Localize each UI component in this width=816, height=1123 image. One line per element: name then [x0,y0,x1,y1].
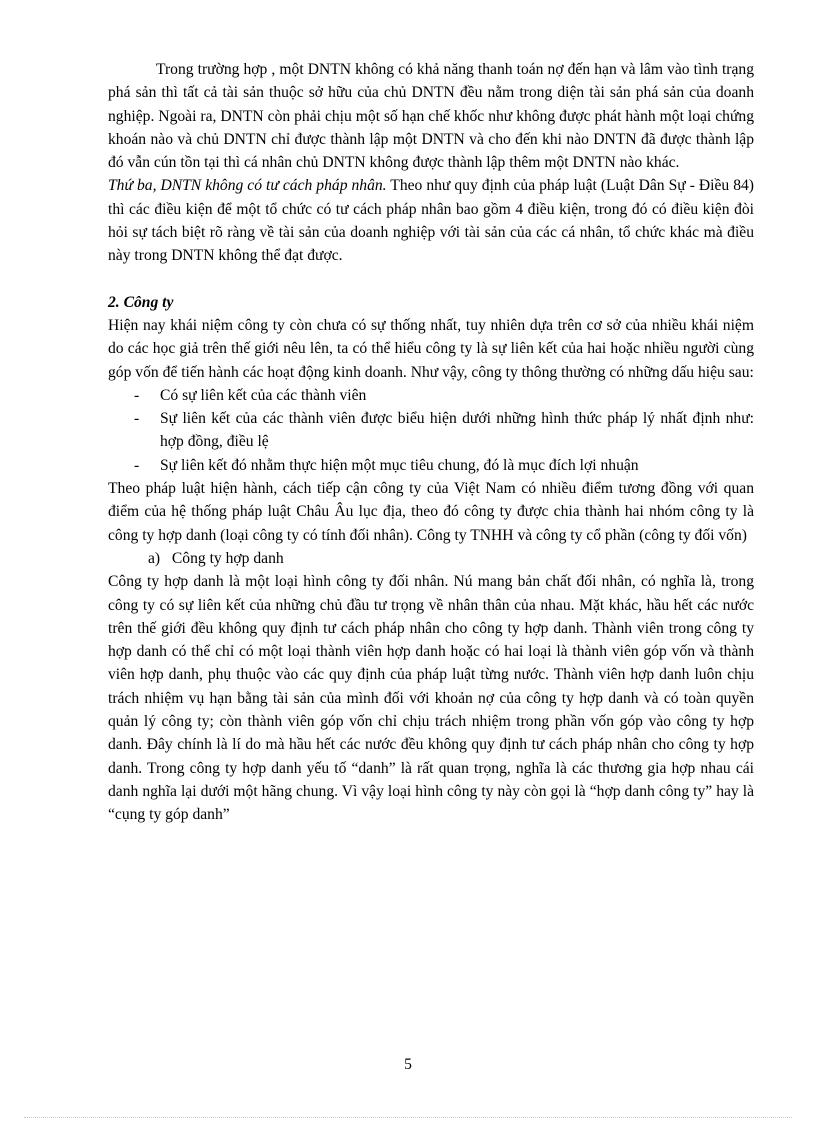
page-divider [24,1117,792,1118]
list-item [108,454,754,477]
list-item [108,384,754,407]
paragraph-body: Theo như quy định của pháp luật (Luật Dân Sự - Điều 84) thì các điều kiện để một tổ chức có tư cách pháp nhân bao gồm 4 điều kiện, trong đó có điều kiện đòi hỏi sự tách biệt rõ ràng về tài sản của doanh nghiệp với tài sản của các cá nhân, tổ chức khác mà điều này trong DNTN không thể đạt được. [108,177,754,265]
paragraph-partnership: Công ty hợp danh là một loại hình công ty đối nhân. Nú mang bản chất đối nhân, có nghĩa là, trong công ty có sự liên kết của những chủ đầu tư trọng về nhân thân của nhau. Mặt khác, hầu hết các nước trên thế giới đều không quy định tư cách pháp nhân cho công ty hợp danh. Thành viên trong công ty hợp danh có thể chỉ có một loại thành viên hợp danh hoặc có hai loại là thành viên góp vốn và thành viên hợp danh, phụ thuộc vào các quy định của pháp luật từng nước. Thành viên hợp danh luôn chịu trách nhiệm vụ hạn bằng tài sản của mình đối với khoản nợ của công ty hợp danh và có toàn quyền quản lý công ty; còn thành viên góp vốn chỉ chịu trách nhiệm trong phần vốn góp vào công ty hợp danh. Đây chính là lí do mà hầu hết các nước đều không quy định tư cách pháp nhân cho công ty hợp danh. Trong công ty hợp danh yếu tố “danh” là rất quan trọng, nghĩa là các thương gia hợp nhau cái danh nghĩa lại dưới một hãng chung. Vì vậy loại hình công ty này còn gọi là “hợp danh công ty” hay là “cụng ty góp danh” [108,573,754,824]
paragraph-bankruptcy: Trong trường hợp , một DNTN không có khả năng thanh toán nợ đến hạn và lâm vào tình trạng phá sản thì tất cả tài sản thuộc sở hữu của chủ DNTN đều nằm trong diện tài sản phá sản của doanh nghiệp. Ngoài ra, DNTN còn phải chịu một số hạn chế khốc như không được phát hành một loại chứng khoán nào và chủ DNTN chỉ được thành lập một DNTN và cho đến khi nào DNTN đã được thành lập đó vẫn cún tồn tại thì cá nhân chủ DNTN không được thành lập thêm một DNTN nào khác. [108,61,754,172]
spacer [108,268,754,291]
paragraph-company-intro: Hiện nay khái niệm công ty còn chưa có sự thống nhất, tuy nhiên dựa trên cơ sở của nhiều khái niệm do các học giả trên thế giới nêu lên, ta có thể hiểu công ty là sự liên kết của hai hoặc nhiều người cùng góp vốn để tiến hành các hoạt động kinh doanh. Như vậy, công ty thông thường có những dấu hiệu sau: [108,316,754,381]
section-heading: 2. Công ty [108,293,174,311]
list-item-text: Sự liên kết đó nhằm thực hiện một mục tiêu chung, đó là mục đích lợi nhuận [160,456,639,474]
paragraph-lead-italic: Thứ ba, DNTN không có tư cách pháp nhân. [108,177,387,195]
paragraph-legal-entity [108,174,754,267]
page-number: 5 [404,1056,412,1073]
list-item-text: Có sự liên kết của các thành viên [160,386,367,404]
subsection-label: a) [148,549,161,567]
list-item [108,407,754,454]
subsection-heading [108,547,754,570]
list-item-text: Sự liên kết của các thành viên được biểu hiện dưới những hình thức pháp lý nhất định như: hợp đồng, điều lệ [160,410,754,451]
bullet-dash: - [134,410,140,428]
bullet-dash: - [134,386,140,404]
bullet-dash: - [134,456,140,474]
feature-list [108,384,754,477]
paragraph-approach: Theo pháp luật hiện hành, cách tiếp cận công ty của Việt Nam có nhiều điểm tương đồng với quan điểm của hệ thống pháp luật Châu Âu lục địa, theo đó công ty được chia thành hai nhóm công ty là công ty hợp danh (loại công ty có tính đối nhân). Công ty TNHH và công ty cổ phần (công ty đối vốn) [108,480,754,544]
document-body [108,58,754,827]
subsection-title: Công ty hợp danh [171,549,284,567]
